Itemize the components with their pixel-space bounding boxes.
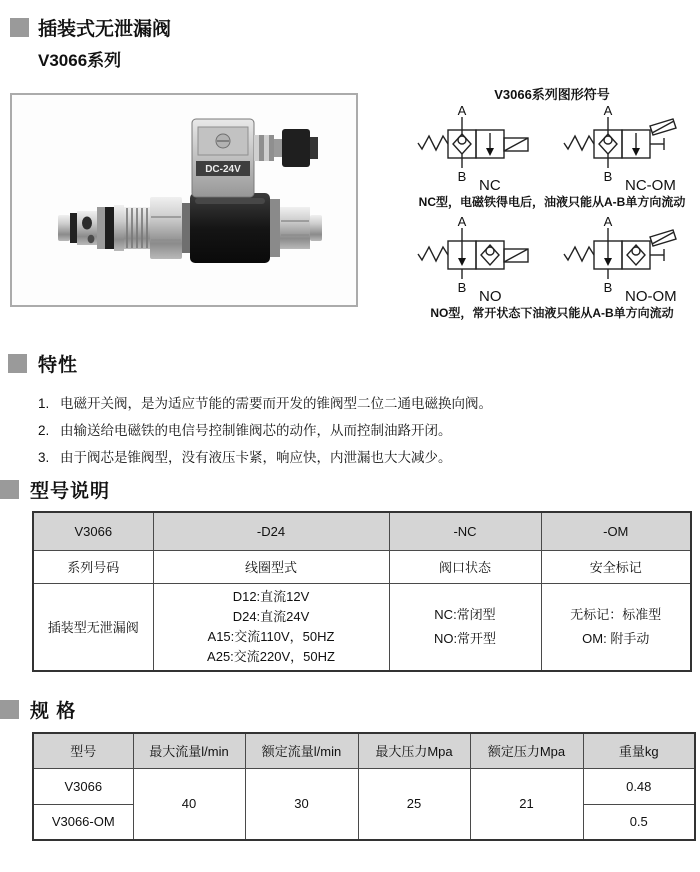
cable-nut [282, 129, 310, 167]
coil-option: A25:交流220V，50HZ [207, 648, 335, 664]
code-cell: -NC [389, 512, 541, 550]
series-name-cell: 插装型无泄漏阀 [33, 583, 153, 671]
item-number: 2. [38, 423, 50, 438]
nc-valve-symbol [413, 104, 545, 194]
cross-hole [82, 217, 92, 230]
symbol-row-nc [406, 104, 698, 194]
no-valve-symbol [413, 215, 545, 305]
table-row [33, 768, 695, 804]
header-cell: 最大流量l/min [133, 733, 245, 768]
table-row [33, 512, 691, 550]
symbol-no-om [552, 215, 698, 305]
port-state-cell [389, 583, 541, 671]
section-marker-icon [10, 18, 29, 37]
features-list [38, 390, 700, 471]
coil-option: D24:直流24V [232, 608, 310, 624]
voltage-label: DC-24V [205, 164, 241, 175]
item-text: 由输送给电磁铁的电信号控制锥阀芯的动作，从而控制油路开闭。 [60, 423, 452, 438]
nc-om-type-label: NC-OM [625, 177, 676, 194]
cable-nut-end [310, 137, 318, 159]
header-cell: 最大压力Mpa [358, 733, 470, 768]
label-cell: 线圈型式 [153, 550, 389, 583]
code-cell: -OM [541, 512, 691, 550]
nc-caption: NC型，电磁铁得电后，油液只能从A-B单方向流动 [418, 195, 686, 209]
spec-heading [0, 696, 700, 723]
valve-photo-illustration [12, 95, 356, 305]
features-heading [8, 350, 700, 377]
port-b-label: B [457, 280, 467, 295]
rated-pressure-cell: 21 [470, 768, 583, 840]
port-b-label: B [603, 280, 613, 295]
model-code-table [32, 511, 692, 672]
item-text: 由于阀芯是锥阀型，没有液压卡紧，响应快，内泄漏也大大减少。 [60, 450, 452, 465]
safety-mark-cell [541, 583, 691, 671]
port-b-label: B [603, 169, 613, 184]
symbol-nc [406, 104, 552, 194]
series-title: V3066系列 [38, 51, 122, 70]
page-title-block [10, 14, 171, 71]
section-marker-icon [0, 700, 19, 719]
weight-cell: 0.48 [583, 768, 695, 804]
list-item [38, 444, 700, 471]
coil-option: A15:交流110V，50HZ [207, 628, 335, 644]
symbols-title: V3066系列图形符号 [494, 87, 610, 102]
hex-nut [150, 197, 182, 259]
page-title [10, 14, 171, 41]
section-marker-icon [0, 480, 19, 499]
table-row [33, 583, 691, 671]
spec-heading-text: 规 格 [30, 701, 77, 722]
no-caption: NO型，常开状态下油液只能从A-B单方向流动 [430, 306, 674, 320]
o-ring [70, 213, 77, 243]
cartridge-tip [58, 215, 70, 241]
cartridge-step [97, 207, 105, 249]
symbol-nc-om [552, 104, 698, 194]
safety-mark: 无标记：标准型 [570, 606, 662, 622]
header-cell: 额定流量l/min [245, 733, 358, 768]
max-pressure-cell: 25 [358, 768, 470, 840]
item-number: 1. [38, 396, 50, 411]
product-photo [10, 93, 358, 307]
list-item [38, 417, 700, 444]
header-cell: 重量kg [583, 733, 695, 768]
cross-hole-2 [88, 235, 95, 243]
model-code-section [0, 476, 700, 672]
label-cell: 阀口状态 [389, 550, 541, 583]
port-a-label: A [603, 215, 613, 229]
weight-cell: 0.5 [583, 804, 695, 840]
header-cell: 型号 [33, 733, 133, 768]
section-marker-icon [8, 354, 27, 373]
symbol-no [406, 215, 552, 305]
coil-option: D12:直流12V [232, 588, 310, 604]
spec-table [32, 732, 696, 841]
code-cell: -D24 [153, 512, 389, 550]
label-cell: 系列号码 [33, 550, 153, 583]
item-number: 3. [38, 450, 50, 465]
list-item [38, 390, 700, 417]
symbol-row-no [406, 215, 698, 305]
washer [182, 203, 190, 253]
no-om-valve-symbol [559, 215, 691, 305]
no-type-label: NO [479, 288, 502, 305]
max-flow-cell: 40 [133, 768, 245, 840]
model-heading-text: 型号说明 [30, 481, 111, 502]
symbol-panel [406, 84, 698, 320]
port-a-label: A [603, 104, 613, 118]
port-state: NO:常开型 [433, 630, 497, 646]
table-header-row [33, 733, 695, 768]
spec-section [0, 696, 700, 841]
safety-mark: OM: 附手动 [582, 630, 650, 646]
port-b-label: B [457, 169, 467, 184]
code-cell: V3066 [33, 512, 153, 550]
collar [114, 205, 124, 251]
page-title-text: 插装式无泄漏阀 [38, 19, 172, 40]
end-cap [310, 215, 322, 241]
rated-flow-cell: 30 [245, 768, 358, 840]
end-plate [270, 199, 280, 257]
port-a-label: A [457, 215, 467, 229]
model-cell: V3066 [33, 768, 133, 804]
port-state: NC:常闭型 [434, 606, 496, 622]
header-cell: 额定压力Mpa [470, 733, 583, 768]
cable-gland [254, 135, 282, 161]
table-row [33, 550, 691, 583]
no-om-type-label: NO-OM [625, 288, 677, 305]
item-text: 电磁开关阀，是为适应节能的需要而开发的锥阀型二位二通电磁换向阀。 [60, 396, 492, 411]
features-heading-text: 特性 [38, 355, 79, 376]
model-heading [0, 476, 700, 503]
o-ring-2 [105, 207, 114, 249]
model-cell: V3066-OM [33, 804, 133, 840]
port-a-label: A [457, 104, 467, 118]
coil-options-cell [153, 583, 389, 671]
nc-type-label: NC [479, 177, 501, 194]
features-section [0, 350, 700, 471]
retaining-nut [280, 207, 310, 249]
nc-om-valve-symbol [559, 104, 691, 194]
label-cell: 安全标记 [541, 550, 691, 583]
